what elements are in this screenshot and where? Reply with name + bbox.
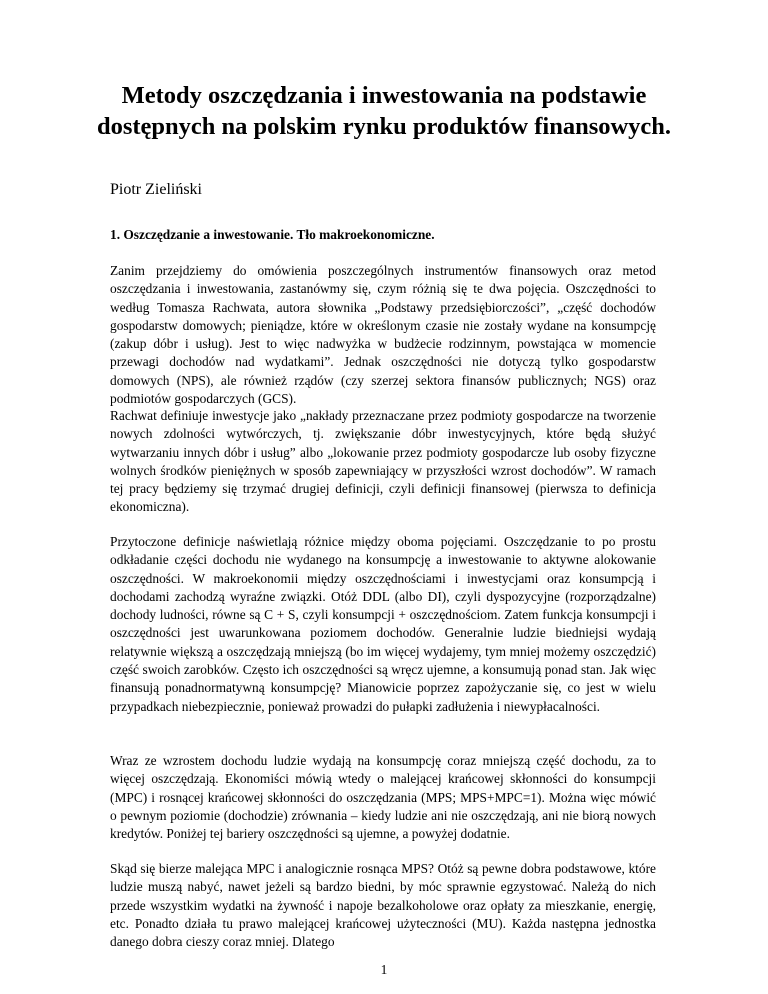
paragraph-1: Zanim przejdziemy do omówienia poszczególnych instrumentów finansowych oraz metod oszczędzania i inwestowania, zastanówmy się, czym różnią się te dwa pojęcia. Oszczędności to według Tomasza Rachwata, autora słownika „Podstawy przedsiębiorczości”, „część dochodów gospodarstw domowych; pieniądze, które w określonym czasie nie zostały wydane na konsumpcję (zakup dóbr i usług). Jest to więc nadwyżka w budżecie rodzinnym, powstająca w momencie przewagi dochodów nad wydatkami”. Jednak oszczędności nie dotyczą tylko gospodarstw domowych (NPS), ale również rządów (czy szerzej sektora finansów publicznych; NGS) oraz podmiotów gospodarczych (GCS). <box>110 263 656 407</box>
document-title: Metody oszczędzania i inwestowania na podstawie dostępnych na polskim rynku produktów finansowych. <box>96 82 672 140</box>
page-number: 1 <box>380 962 388 977</box>
paragraph-4: Wraz ze wzrostem dochodu ludzie wydają na konsumpcję coraz mniejszą część dochodu, za to więcej oszczędzają. Ekonomiści mówią wtedy o malejącej krańcowej skłonności do konsumpcji (MPC) i rosnącej krańcowej skłonności do oszczędzania (MPS; MPS+MPC=1). Można więc mówić o pewnym poziomie (dochodzie) zrównania – kiedy ludzie ani nie oszczędzają, ani nie biorą nowych kredytów. Poniżej tej bariery oszczędności są ujemne, a powyżej dodatnie. <box>110 753 656 842</box>
paragraph-5: Skąd się bierze malejąca MPC i analogicznie rosnąca MPS? Otóż są pewne dobra podstawowe, które ludzie muszą nabyć, nawet jeżeli są bardzo biedni, by móc sprawnie egzystować. Należą do nich przede wszystkim wydatki na żywność i napoje bezalkoholowe oraz opłaty za mieszkanie, energię, etc. Ponadto działa tu prawo malejącej krańcowej użyteczności (MU). Każda następna jednostka danego dobra cieszy coraz mniej. Dlatego <box>110 861 656 950</box>
paragraph-2: Rachwat definiuje inwestycje jako „nakłady przeznaczane przez podmioty gospodarcze na tworzenie nowych zdolności wytwórczych, tj. zwiększanie dóbr inwestycyjnych, które będą służyć wytwarzaniu innych dóbr i usług” albo „lokowanie przez podmioty gospodarcze lub osoby fizyczne wolnych środków pieniężnych w sposób zapewniający w przyszłości wzrost dochodów”. W ramach tej pracy będziemy się trzymać drugiej definicji, czyli definicji finansowej (pierwsza to definicja ekonomiczna). <box>110 408 656 515</box>
section-heading: 1. Oszczędzanie a inwestowanie. Tło makroekonomiczne. <box>110 227 435 242</box>
paragraph-3: Przytoczone definicje naświetlają różnice między oboma pojęciami. Oszczędzanie to po prostu odkładanie części dochodu nie wydanego na konsumpcję a inwestowanie to aktywne alokowanie oszczędności. W makroekonomii między oszczędnościami i inwestycjami oraz konsumpcją i dochodami zachodzą wyraźne związki. Otóż DDL (albo DI), czyli dyspozycyjne (rozporządzalne) dochody ludności, równe są C + S, czyli konsumpcji + oszczędnościom. Zatem funkcja konsumpcji i oszczędności jest uwarunkowana poziomem dochodów. Generalnie ludzie biedniejsi wydają relatywnie większą a oszczędzają mniejszą (bo im więcej wydajemy, tym mniej możemy oszczędzić) część swoich zarobków. Często ich oszczędności są wręcz ujemne, a konsumują ponad stan. Jak więc finansują ponadnormatywną konsumpcję? Mianowicie poprzez zapożyczanie się, co jest w wielu przypadkach niebezpiecznie, ponieważ prowadzi do pułapki zadłużenia i niewypłacalności. <box>110 534 656 714</box>
author-name: Piotr Zieliński <box>110 181 202 198</box>
